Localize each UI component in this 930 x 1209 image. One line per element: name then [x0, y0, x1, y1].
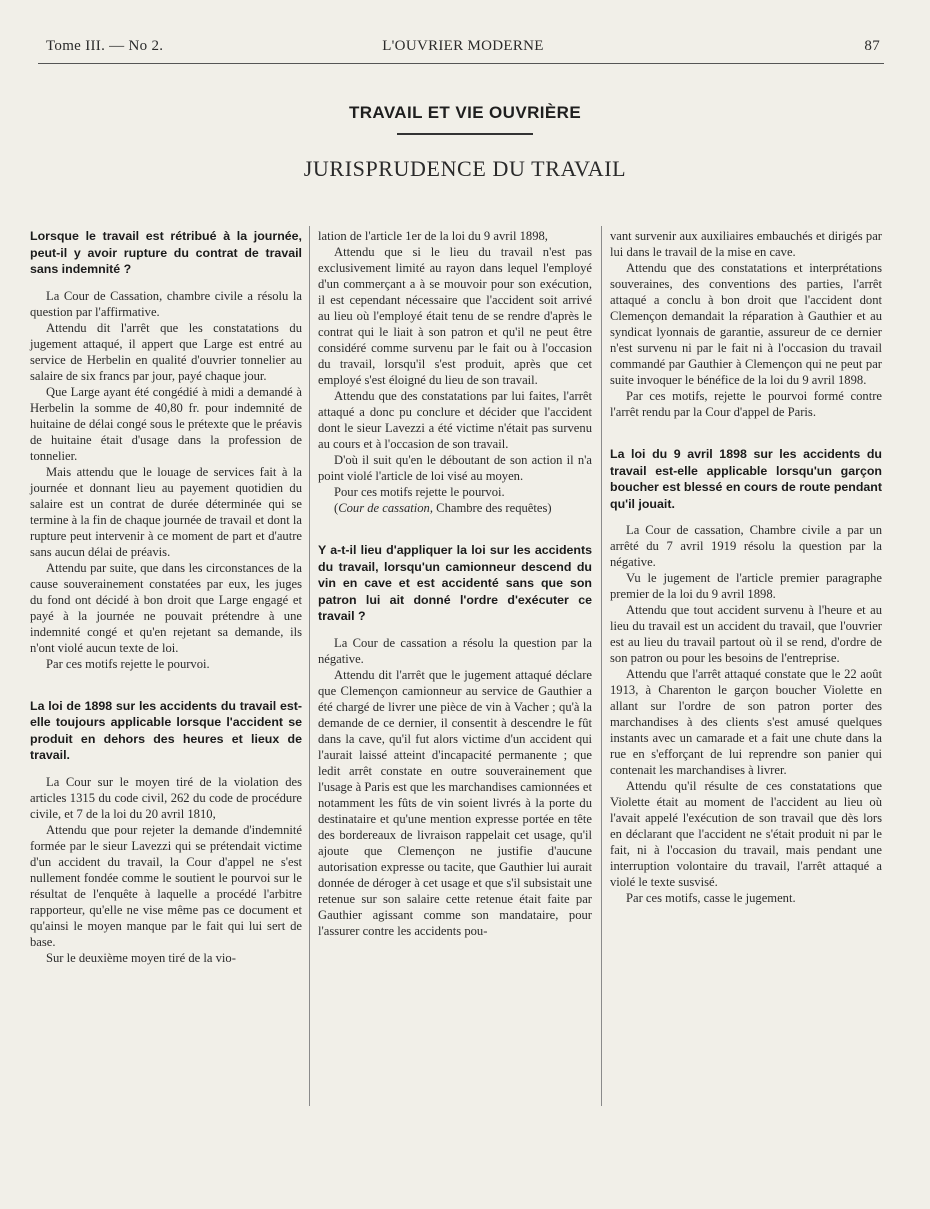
- column-divider: [601, 226, 602, 1106]
- volume-number: Tome III. — No 2.: [46, 38, 164, 54]
- paragraph: D'où il suit qu'en le déboutant de son action il n'a point violé l'article de loi visé au moyen.: [318, 453, 592, 483]
- paragraph: Attendu par suite, que dans les circonstances de la cause souverainement constatées par eux, les juges du fond ont décidé à bon droit que Large engagé et payé à la journée ne pouvait prétendre à une indemnité congé et qu'en rejetant sa demande, ils n'ont violé aucun texte de loi.: [30, 560, 302, 655]
- paragraph: Par ces motifs rejette le pourvoi.: [46, 656, 210, 671]
- case-heading: Lorsque le travail est rétribué à la journée, peut-il y avoir rupture du contrat de travail sans indemnité ?: [30, 229, 302, 276]
- paragraph: La Cour de cassation a résolu la question par la négative.: [318, 635, 592, 666]
- paragraph: Attendu que des constatations par lui faites, l'arrêt attaqué a donc pu conclure et décider que l'accident dont le sieur Lavezzi a été victime n'était pas survenu au cours et à l'occasion de son travail.: [318, 389, 592, 451]
- paragraph: Attendu dit l'arrêt que le jugement attaqué déclare que Clemençon camionneur au service de Gauthier a été chargé de livrer une pièce de vin à Vacher ; qu'à la demande de ce dernier, il consentit à descendre le fût dans la cave, qu'il fut alors victime d'un accident qui l'aurait laissé atteint d'incapacité permanente ; que ledit arrêt constate en outre souverainement que l'usage à Paris est que les marchandises camionnées et notamment les fûts de vin soient livrés à la porte du destinataire et qu'une mention expresse portée en tête des bordereaux de livraison rappelait cet usage, qu'il ajoute que Clemençon ne justifie d'aucune autorisation expresse ou tacite, que Gauthier lui aurait donnée de déroger à cet usage et que s'il subsistait une retenue sur son salaire cette retenue était faite par Gauthier agissant comme son mandataire, pour l'assurer contre les accidents pou-: [318, 667, 592, 938]
- paragraph: La Cour sur le moyen tiré de la violation des articles 1315 du code civil, 262 du code de procédure civile, et 7 de la loi du 20 avril 1810,: [30, 774, 302, 821]
- paragraph: Mais attendu que le louage de services fait à la journée et donnant lieu au payement quotidien du salaire est un contrat de durée déterminée qui se termine à la fin de chaque journée de travail et dont la rupture peut intervenir à ce moment de part et d'autre sans aucun délai de préavis.: [30, 464, 302, 559]
- paragraph: Vu le jugement de l'article premier paragraphe premier de la loi du 9 avril 1898.: [610, 571, 882, 601]
- continued-paragraph: lation de l'article 1er de la loi du 9 avril 1898,: [318, 229, 548, 243]
- running-header: [46, 38, 880, 60]
- paragraph: Attendu qu'il résulte de ces constatations que Violette était au moment de l'accident au lieu où l'avait appelé l'exécution de son travail que dès lors en déclarant que l'accident ne s'était produit ni par le fait, ni à l'occasion du travail, mais pendant une interruption volontaire du travail, l'arrêt attaqué a violé le texte susvisé.: [610, 779, 882, 889]
- paragraph: Attendu que des constatations et interprétations souveraines, des conventions des parties, l'arrêt attaqué a conclu à bon droit que l'accident dont Clemençon demandait la réparation à Gauthier et au syndicat lyonnais de garantie, assureur de ce dernier n'est survenu ni par le fait ni à l'occasion du travail commandé par Gauthier à Clemençon qui ne peut par suite invoquer le bénéfice de la loi du 9 avril 1898.: [610, 261, 882, 387]
- paragraph: Attendu dit l'arrêt que les constatations du jugement attaqué, il appert que Large est entré au service de Herbelin en qualité d'ouvrier tonnelier au salaire de six francs par jour, payé chaque jour.: [30, 320, 302, 383]
- paragraph: Par ces motifs, rejette le pourvoi formé contre l'arrêt rendu par la Cour d'appel de Paris.: [610, 389, 882, 419]
- paragraph: Sur le deuxième moyen tiré de la vio-: [46, 950, 236, 965]
- sub-title: JURISPRUDENCE DU TRAVAIL: [303, 156, 627, 181]
- section-title: TRAVAIL ET VIE OUVRIÈRE: [348, 103, 582, 122]
- column-1: [30, 228, 302, 966]
- court-citation: (Cour de cassation, Chambre des requêtes): [334, 501, 552, 515]
- header-rule: [38, 63, 884, 64]
- case-heading: La loi de 1898 sur les accidents du travail est-elle toujours applicable lorsque l'accident se produit en dehors des heures et lieux de travail.: [30, 698, 302, 762]
- paragraph: Que Large ayant été congédié à midi a demandé à Herbelin la somme de 40,80 fr. pour indemnité de huitaine de délai congé sous le prétexte que le préavis de huitaine était d'usage dans la profession de tonnelier.: [30, 384, 302, 463]
- title-underline: [397, 133, 533, 135]
- page-number: 87: [864, 38, 880, 54]
- paragraph: La Cour de cassation, Chambre civile a par un arrêté du 7 avril 1919 résolu la question par la négative.: [610, 523, 882, 569]
- paragraph: La Cour de Cassation, chambre civile a résolu la question par l'affirmative.: [30, 288, 302, 319]
- case-heading: La loi du 9 avril 1898 sur les accidents du travail est-elle applicable lorsqu'un garçon boucher est blessé en cours de route pendant qu'il jouait.: [610, 447, 882, 511]
- case-heading: Y a-t-il lieu d'appliquer la loi sur les accidents du travail, lorsqu'un camionneur descend du vin en cave et est accidenté sans que son patron lui ait donné l'ordre d'exécuter ce travail ?: [318, 543, 592, 623]
- court-name: Cour de cassation,: [338, 501, 434, 515]
- column-divider: [309, 226, 310, 1106]
- paragraph: Attendu que tout accident survenu à l'heure et au lieu du travail est un accident du travail, que l'ouvrier est au lieu du travail partout où il se rend, d'ordre de son patron ou pour les besoins de l'entreprise.: [610, 603, 882, 665]
- column-3: [610, 228, 882, 906]
- paragraph: Par ces motifs, casse le jugement.: [626, 891, 796, 905]
- column-2: [318, 228, 592, 939]
- continued-paragraph: vant survenir aux auxiliaires embauchés et dirigés par lui dans le travail de la mise en cave.: [610, 229, 882, 259]
- paragraph: Attendu que l'arrêt attaqué constate que le 22 août 1913, à Charenton le garçon boucher Violette en allant sur l'ordre de son patron porter des marchandises à des clients s'est amusé quelques instants avec un camarade et a fait une chute dans la rue en s'efforçant de lui reprendre son panier qui contenait les marchandises à livrer.: [610, 667, 882, 777]
- paragraph: Attendu que si le lieu du travail n'est pas exclusivement limité au rayon dans lequel l'employé d'un commerçant a à se mouvoir pour son exécution, il est cependant nécessaire que l'accident soit arrivé au lieu où l'employé était tenu de se rendre d'après le contrat qui le liait à son patron et qu'il ne peut être considéré comme survenu par le fait ou à l'occasion du travail, lorsqu'il s'est produit, après que cet employé s'est éloigné du lieu de son travail.: [318, 245, 592, 387]
- paragraph: Attendu que pour rejeter la demande d'indemnité formée par le sieur Lavezzi qui se prétendait victime d'un accident du travail, la Cour d'appel ne s'est nullement fondée comme le soutient le pourvoi sur le résultat de l'enquête à laquelle a procédé l'arbitre rapporteur, qu'elle ne vise même pas ce document et qu'ainsi le moyen manque par le fait qui lui sert de base.: [30, 822, 302, 949]
- journal-title: L'OUVRIER MODERNE: [382, 38, 544, 54]
- paragraph: Pour ces motifs rejette le pourvoi.: [334, 485, 505, 499]
